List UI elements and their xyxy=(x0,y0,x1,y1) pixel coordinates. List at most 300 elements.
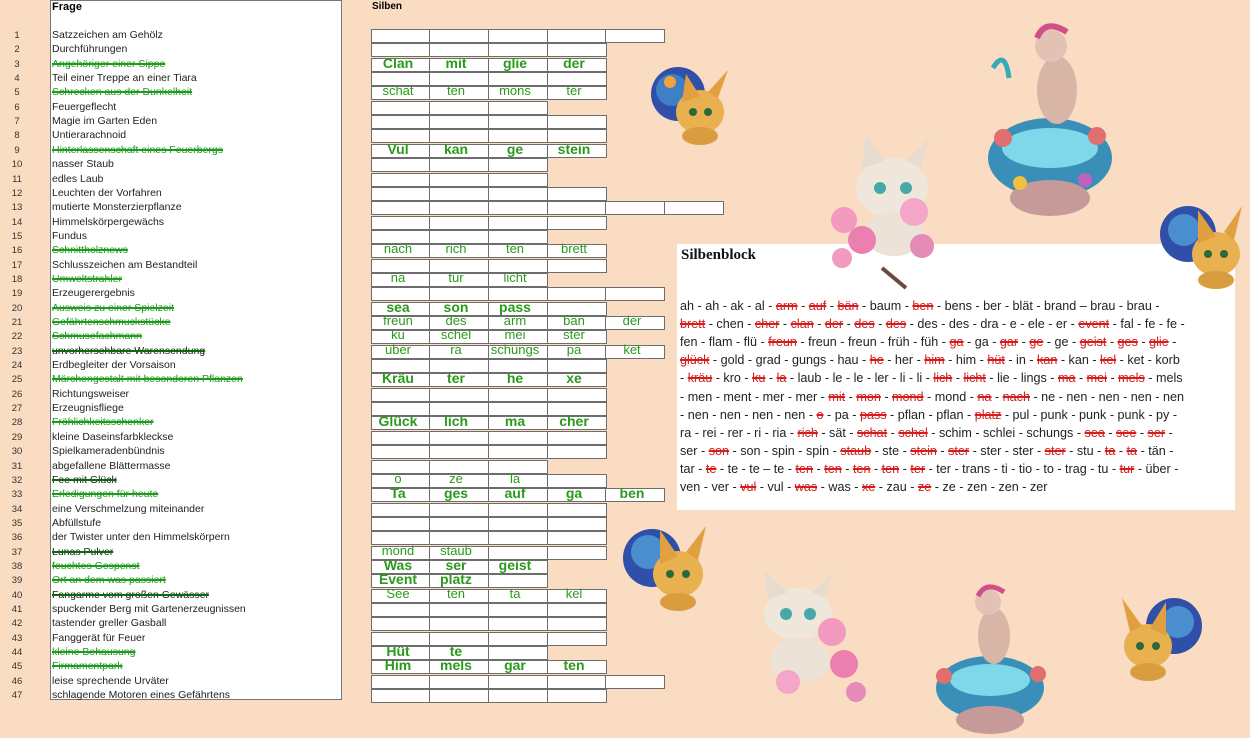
syllable-text: - xyxy=(1106,371,1119,386)
syllable-cell[interactable] xyxy=(488,603,548,617)
syllable-cell[interactable] xyxy=(547,29,607,43)
syllable-text: - kan - xyxy=(1057,353,1101,368)
answer-syllable: auf xyxy=(504,485,526,502)
row-number: 34 xyxy=(11,503,23,515)
syllable-cell[interactable] xyxy=(488,617,548,631)
syllable-text: - laub - le - le - ler - li - li - xyxy=(786,371,934,386)
question-text: Spielkameradenbündnis xyxy=(52,445,165,458)
used-syllable: geist xyxy=(1079,335,1107,350)
answer-syllable: geist xyxy=(498,556,532,573)
answer-syllable: licht xyxy=(503,269,527,285)
syllable-text: - baum - xyxy=(858,299,913,313)
question-text: Erledigungen für heute xyxy=(52,488,159,501)
answer-syllable: mit xyxy=(445,54,467,71)
syllable-cell[interactable] xyxy=(547,617,607,631)
syllable-cell[interactable] xyxy=(488,29,548,43)
syllable-text: - xyxy=(952,371,964,386)
syllable-text: - mels xyxy=(1144,371,1183,386)
syllable-text: - xyxy=(797,299,809,313)
used-syllable: ben xyxy=(912,299,934,313)
syllable-cell[interactable] xyxy=(547,431,607,445)
syllable-cell[interactable] xyxy=(429,603,489,617)
row-number: 32 xyxy=(11,474,23,486)
kitten-with-blossoms-icon-bottom xyxy=(748,570,874,710)
used-syllable: schat xyxy=(857,425,888,440)
syllable-cell[interactable] xyxy=(488,503,548,517)
syllable-cell[interactable] xyxy=(547,445,607,459)
row-number: 35 xyxy=(11,517,23,529)
syllable-text: tar - xyxy=(680,461,706,476)
used-syllable: kan xyxy=(1037,353,1058,368)
row-number: 5 xyxy=(14,87,20,99)
question-text: Schrecken aus der Dunkelheit xyxy=(52,86,193,99)
answer-syllable: ra xyxy=(450,341,462,357)
silbenblock-line xyxy=(680,371,1183,385)
used-syllable: ze xyxy=(917,480,932,494)
syllable-cell[interactable] xyxy=(371,517,430,531)
question-text: schlagende Motoren eines Gefährtens xyxy=(52,689,231,702)
syllable-text: - men - ment - mer - mer - xyxy=(680,389,829,404)
syllable-text: - xyxy=(1168,335,1177,350)
syllable-cell[interactable] xyxy=(371,101,430,115)
syllable-text: ser - xyxy=(680,443,709,458)
syllable-text: - xyxy=(813,317,825,332)
row-number: 25 xyxy=(11,374,23,386)
used-syllable: event xyxy=(1078,317,1110,332)
syllable-cell[interactable] xyxy=(664,201,724,215)
syllable-cell[interactable] xyxy=(371,29,430,43)
silbenblock-line xyxy=(680,408,1177,422)
syllable-cell[interactable] xyxy=(429,158,489,172)
question-text: Abfüllstufe xyxy=(52,516,102,529)
syllable-cell[interactable] xyxy=(488,216,548,230)
used-syllable: mit xyxy=(828,389,846,404)
syllable-cell[interactable] xyxy=(371,388,430,402)
row-number: 4 xyxy=(14,73,20,85)
row-number: 9 xyxy=(14,144,20,156)
question-text: Firmamentpark xyxy=(52,660,123,673)
used-syllable: ku xyxy=(752,371,766,386)
syllable-cell[interactable] xyxy=(605,29,665,43)
question-text: Erzeugnisfliege xyxy=(52,402,124,415)
used-syllable: mond xyxy=(892,389,924,404)
syllable-cell[interactable] xyxy=(547,632,607,646)
used-syllable: ma xyxy=(1057,371,1076,386)
syllable-text: - sät - xyxy=(817,425,858,440)
syllable-cell[interactable] xyxy=(488,689,548,703)
row-number: 41 xyxy=(11,604,23,615)
row-number: 30 xyxy=(11,446,23,458)
answer-syllable: Was xyxy=(383,556,413,573)
syllable-text: - bens - ber - blät - brand – brau - brau - xyxy=(933,299,1160,313)
syllable-text: - tän - xyxy=(1137,443,1174,458)
syllable-cell[interactable] xyxy=(547,531,607,545)
fox-creature-icon-middle xyxy=(620,508,712,616)
syllable-cell[interactable] xyxy=(488,517,548,531)
answer-syllable: arm xyxy=(503,313,527,328)
syllable-text: - ne - nen - nen - nen - nen xyxy=(1029,389,1184,404)
syllable-cell[interactable] xyxy=(371,173,430,187)
syllable-text: - xyxy=(1104,425,1117,440)
used-syllable: xe xyxy=(861,480,876,494)
syllable-text: - xyxy=(841,461,853,476)
syllable-text: - xyxy=(1165,425,1173,440)
syllable-text: - xyxy=(880,389,893,404)
row-number: 24 xyxy=(11,360,23,372)
syllable-text: - xyxy=(843,317,855,332)
syllable-cell[interactable] xyxy=(429,675,489,689)
row-number: 42 xyxy=(11,618,23,630)
syllable-cell[interactable] xyxy=(488,531,548,545)
question-text: mutierte Monsterzierpflanze xyxy=(52,201,182,214)
used-syllable: ster xyxy=(1044,443,1066,458)
row-number: 43 xyxy=(11,632,23,644)
syllable-cell[interactable] xyxy=(429,388,489,402)
question-text: abgefallene Blättermasse xyxy=(52,459,171,472)
used-syllable: tur xyxy=(1119,461,1135,476)
syllable-cell[interactable] xyxy=(429,101,489,115)
syllable-cell[interactable] xyxy=(429,431,489,445)
used-syllable: son xyxy=(708,443,729,458)
used-syllable: mei xyxy=(1086,371,1107,386)
answer-syllable: gar xyxy=(504,657,526,674)
used-syllable: mels xyxy=(1118,371,1145,386)
syllable-cell[interactable] xyxy=(371,689,430,703)
used-syllable: brett xyxy=(680,317,706,332)
syllable-cell[interactable] xyxy=(547,546,607,560)
answer-syllable: ter xyxy=(566,83,582,99)
syllable-text: - ga - xyxy=(963,335,1000,350)
syllable-text: - gold - grad - gungs - hau - xyxy=(709,353,870,368)
syllable-cell[interactable] xyxy=(429,617,489,631)
syllable-text: - xyxy=(1106,335,1118,350)
syllable-cell[interactable] xyxy=(371,115,430,129)
answer-syllable: platz xyxy=(440,571,472,588)
syllable-cell[interactable] xyxy=(605,201,665,215)
answer-syllable: ser xyxy=(445,556,467,573)
syllable-text: - fal - fe - fe - xyxy=(1109,317,1185,332)
silbenblock-line xyxy=(680,480,1047,494)
syllable-text: - him - xyxy=(944,353,988,368)
used-syllable: ser xyxy=(1147,425,1166,440)
syllable-text: - xyxy=(936,443,949,458)
used-syllable: lich xyxy=(933,371,953,386)
syllable-text: ah - ah - ak - al - xyxy=(680,299,776,313)
used-syllable: rich xyxy=(797,425,818,440)
question-text: kleine Daseinsfarbkleckse xyxy=(52,430,174,443)
syllable-text: - xyxy=(899,461,911,476)
syllable-text: - xyxy=(887,425,899,440)
syllable-cell[interactable] xyxy=(371,617,430,631)
question-text: Schlusszeichen am Bestandteil xyxy=(52,258,198,271)
syllable-cell[interactable] xyxy=(488,115,548,129)
question-text: Umweltstrahler xyxy=(52,272,123,285)
syllable-cell[interactable] xyxy=(488,431,548,445)
answer-syllable: Vul xyxy=(387,140,409,157)
answer-syllable: son xyxy=(443,298,469,315)
used-syllable: des xyxy=(854,317,875,332)
syllable-cell[interactable] xyxy=(547,216,607,230)
syllable-column-header: Silben xyxy=(372,1,403,12)
question-text: Märchengestalt mit besonderen Pflanzen xyxy=(52,373,243,386)
answer-syllable: cher xyxy=(559,413,589,430)
syllable-cell[interactable] xyxy=(371,445,430,459)
syllable-text: - was - xyxy=(817,480,862,494)
syllable-cell[interactable] xyxy=(371,201,430,215)
syllable-cell[interactable] xyxy=(547,388,607,402)
syllable-cell[interactable] xyxy=(371,158,430,172)
row-number: 13 xyxy=(11,202,23,214)
answer-syllable: ten xyxy=(446,585,466,601)
syllable-cell[interactable] xyxy=(605,675,665,689)
syllable-text: - ste - xyxy=(871,443,911,458)
answer-syllable: über xyxy=(384,341,412,357)
used-syllable: mon xyxy=(856,389,881,404)
used-syllable: nach xyxy=(1002,389,1030,404)
row-number: 22 xyxy=(11,331,23,343)
syllable-cell[interactable] xyxy=(429,29,489,43)
answer-syllable: schel xyxy=(440,327,472,343)
answer-syllable: mei xyxy=(504,327,526,343)
used-syllable: der xyxy=(824,317,844,332)
kitten-with-blossoms-icon-top xyxy=(822,128,950,296)
syllable-cell[interactable] xyxy=(371,187,430,201)
used-syllable: schel xyxy=(898,425,928,440)
row-number: 47 xyxy=(11,690,23,702)
answer-syllable: ter xyxy=(447,370,465,387)
question-text: Fee mit Glück xyxy=(52,473,117,486)
syllable-cell[interactable] xyxy=(488,445,548,459)
syllable-text: - xyxy=(826,299,838,313)
row-number: 45 xyxy=(11,661,23,673)
answer-syllable: nach xyxy=(383,241,413,257)
used-syllable: glie xyxy=(1149,335,1169,350)
question-text: Durchführungen xyxy=(52,43,128,56)
syllable-cell[interactable] xyxy=(429,689,489,703)
fox-creature-icon-bottom-right xyxy=(1116,582,1206,686)
used-syllable: ga xyxy=(949,335,964,350)
used-syllable: bän xyxy=(837,299,859,313)
silbenblock-line xyxy=(680,462,1178,476)
row-number: 28 xyxy=(11,417,23,429)
row-number: 19 xyxy=(11,288,23,300)
answer-syllable: staub xyxy=(440,542,472,558)
syllable-cell[interactable] xyxy=(547,675,607,689)
syllable-cell[interactable] xyxy=(547,517,607,531)
question-text: Teil einer Treppe an einer Tiara xyxy=(52,72,197,85)
syllable-cell[interactable] xyxy=(488,632,548,646)
row-number: 23 xyxy=(11,345,23,357)
answer-syllable: ges xyxy=(443,485,469,502)
syllable-text: - ter - trans - ti - tio - to - trag - tu - xyxy=(925,461,1120,476)
answer-syllable: ben xyxy=(619,485,645,502)
syllable-text: - xyxy=(991,389,1003,404)
used-syllable: pass xyxy=(859,407,887,422)
syllable-text: - son - spin - spin - xyxy=(729,443,841,458)
answer-syllable: der xyxy=(563,54,585,71)
answer-syllable: See xyxy=(386,585,410,601)
question-text: leise sprechende Urväter xyxy=(52,674,169,687)
answer-syllable: lich xyxy=(443,413,469,430)
question-text: Magie im Garten Eden xyxy=(52,115,158,128)
used-syllable: platz xyxy=(974,407,1002,422)
row-number: 17 xyxy=(11,259,23,271)
used-syllable: na xyxy=(977,389,992,404)
question-text: feuchtes Gespenst xyxy=(52,559,140,572)
syllable-text: - kro - xyxy=(712,371,753,386)
question-column-header: Frage xyxy=(52,1,82,13)
syllable-text: - xyxy=(1018,335,1030,350)
syllable-cell[interactable] xyxy=(429,115,489,129)
mermaid-fountain-icon-top xyxy=(975,8,1125,222)
row-number: 40 xyxy=(11,589,23,601)
syllable-cell[interactable] xyxy=(547,603,607,617)
syllable-cell[interactable] xyxy=(547,503,607,517)
fox-creature-icon-right xyxy=(1158,188,1248,294)
used-syllable: glück xyxy=(680,353,710,368)
silbenblock-line xyxy=(680,335,1176,349)
syllable-cell[interactable] xyxy=(547,259,607,273)
syllable-text: - xyxy=(1137,335,1150,350)
question-text: Hinterlassenschaft eines Feuerbergs xyxy=(52,143,224,156)
syllable-text: - pflan - pflan - xyxy=(886,407,975,422)
syllable-text: - pul - punk - punk - punk - py - xyxy=(1001,407,1178,422)
syllable-text: - mond - xyxy=(923,389,978,404)
syllable-text: - lie - lings - xyxy=(985,371,1058,386)
syllable-cell[interactable] xyxy=(605,287,665,301)
answer-syllable: sea xyxy=(386,298,410,315)
syllable-cell[interactable] xyxy=(429,503,489,517)
syllable-cell[interactable] xyxy=(429,517,489,531)
syllable-text: - xyxy=(1115,443,1127,458)
question-text: unvorhersehbare Warensendung xyxy=(52,344,206,357)
answer-syllable: bän xyxy=(563,313,585,328)
question-text: eine Verschmelzung miteinander xyxy=(52,502,205,515)
question-text: Ort an dem was passiert xyxy=(52,574,166,587)
row-number: 44 xyxy=(11,647,23,659)
syllable-text: - xyxy=(779,317,791,332)
question-text: Satzzeichen am Gehölz xyxy=(52,29,163,41)
used-syllable: ten xyxy=(881,461,900,476)
used-syllable: cher xyxy=(754,317,780,332)
row-number: 36 xyxy=(11,532,23,544)
syllable-cell[interactable] xyxy=(547,689,607,703)
syllable-cell[interactable] xyxy=(429,216,489,230)
row-number: 6 xyxy=(14,101,20,113)
syllable-cell[interactable] xyxy=(429,187,489,201)
silbenblock-line xyxy=(680,299,1160,313)
syllable-text: - ster - ster - xyxy=(969,443,1045,458)
silbenblock-panel xyxy=(677,244,1235,510)
question-text: Lunas Pulver xyxy=(52,545,114,558)
row-number: 21 xyxy=(11,317,23,328)
used-syllable: ten xyxy=(852,461,871,476)
used-syllable: sea xyxy=(1084,425,1105,440)
syllable-text: - xyxy=(765,371,777,386)
used-syllable: hüt xyxy=(987,353,1005,368)
used-syllable: te xyxy=(705,461,717,476)
syllable-cell[interactable] xyxy=(488,173,548,187)
used-syllable: arm xyxy=(775,299,798,313)
answer-syllable: Hüt xyxy=(386,643,410,660)
syllable-cell[interactable] xyxy=(488,158,548,172)
question-text: Schnittholznews xyxy=(52,244,128,257)
answer-syllable: Kräu xyxy=(382,370,414,387)
used-syllable: la xyxy=(776,371,787,386)
syllable-cell[interactable] xyxy=(371,431,430,445)
used-syllable: des xyxy=(885,317,907,332)
syllable-cell[interactable] xyxy=(488,675,548,689)
syllable-cell[interactable] xyxy=(547,201,607,215)
answer-syllable: mons xyxy=(499,83,531,99)
syllable-cell[interactable] xyxy=(488,101,548,115)
syllable-cell[interactable] xyxy=(429,173,489,187)
syllable-cell[interactable] xyxy=(547,287,607,301)
syllable-text: ra - rei - rer - ri - ria - xyxy=(680,425,798,440)
silbenblock-line xyxy=(680,317,1185,331)
row-number: 26 xyxy=(11,388,23,400)
question-text: spuckender Berg mit Gartenerzeugnissen xyxy=(52,603,246,615)
used-syllable: clan xyxy=(790,317,814,332)
question-text: Feuergeflecht xyxy=(52,100,117,113)
syllable-cell[interactable] xyxy=(488,388,548,402)
syllable-cell[interactable] xyxy=(488,187,548,201)
syllable-text: fen - flam - flü - xyxy=(680,335,769,350)
used-syllable: see xyxy=(1116,425,1137,440)
answer-syllable: ma xyxy=(504,413,526,430)
syllable-cell[interactable] xyxy=(371,675,430,689)
question-text: Fanggerät für Feuer xyxy=(52,631,146,644)
syllable-cell[interactable] xyxy=(547,115,607,129)
used-syllable: vul xyxy=(740,480,757,494)
question-text: Erzeugerergebnis xyxy=(52,287,135,300)
syllable-cell[interactable] xyxy=(429,201,489,215)
syllable-cell[interactable] xyxy=(371,603,430,617)
used-syllable: ter xyxy=(910,461,926,476)
row-number: 39 xyxy=(11,575,23,587)
fox-creature-icon-top xyxy=(648,52,734,148)
question-text: Angehöriger einer Sippe xyxy=(52,57,166,70)
row-number: 29 xyxy=(11,431,23,443)
silbenblock-line xyxy=(680,426,1173,440)
row-number: 31 xyxy=(11,460,23,472)
answer-syllable: ten xyxy=(563,657,585,674)
question-text: Gefährtenschmuckstücke xyxy=(52,316,171,328)
answer-syllable: mels xyxy=(440,657,472,674)
question-text: Himmelskörpergewächs xyxy=(52,215,165,228)
answer-syllable: xe xyxy=(566,370,582,387)
answer-syllable: ze xyxy=(449,470,463,486)
syllable-cell[interactable] xyxy=(371,216,430,230)
syllable-cell[interactable] xyxy=(547,187,607,201)
used-syllable: kel xyxy=(1100,353,1117,368)
answer-syllable: tur xyxy=(448,269,464,285)
syllable-text: - chen - xyxy=(705,317,755,332)
answer-syllable: Clan xyxy=(382,54,414,71)
syllable-text: - stu - xyxy=(1065,443,1105,458)
syllable-cell[interactable] xyxy=(488,201,548,215)
used-syllable: ges xyxy=(1117,335,1138,350)
answer-syllable: kan xyxy=(443,140,469,157)
syllable-cell[interactable] xyxy=(429,445,489,459)
syllable-text: - freun - freun - früh - füh - xyxy=(796,335,950,350)
used-syllable: auf xyxy=(808,299,827,313)
used-syllable: stein xyxy=(910,443,937,458)
syllable-cell[interactable] xyxy=(371,503,430,517)
row-number: 46 xyxy=(11,675,23,687)
syllable-text: - ge - xyxy=(1043,335,1080,350)
used-syllable: ta xyxy=(1126,443,1138,458)
